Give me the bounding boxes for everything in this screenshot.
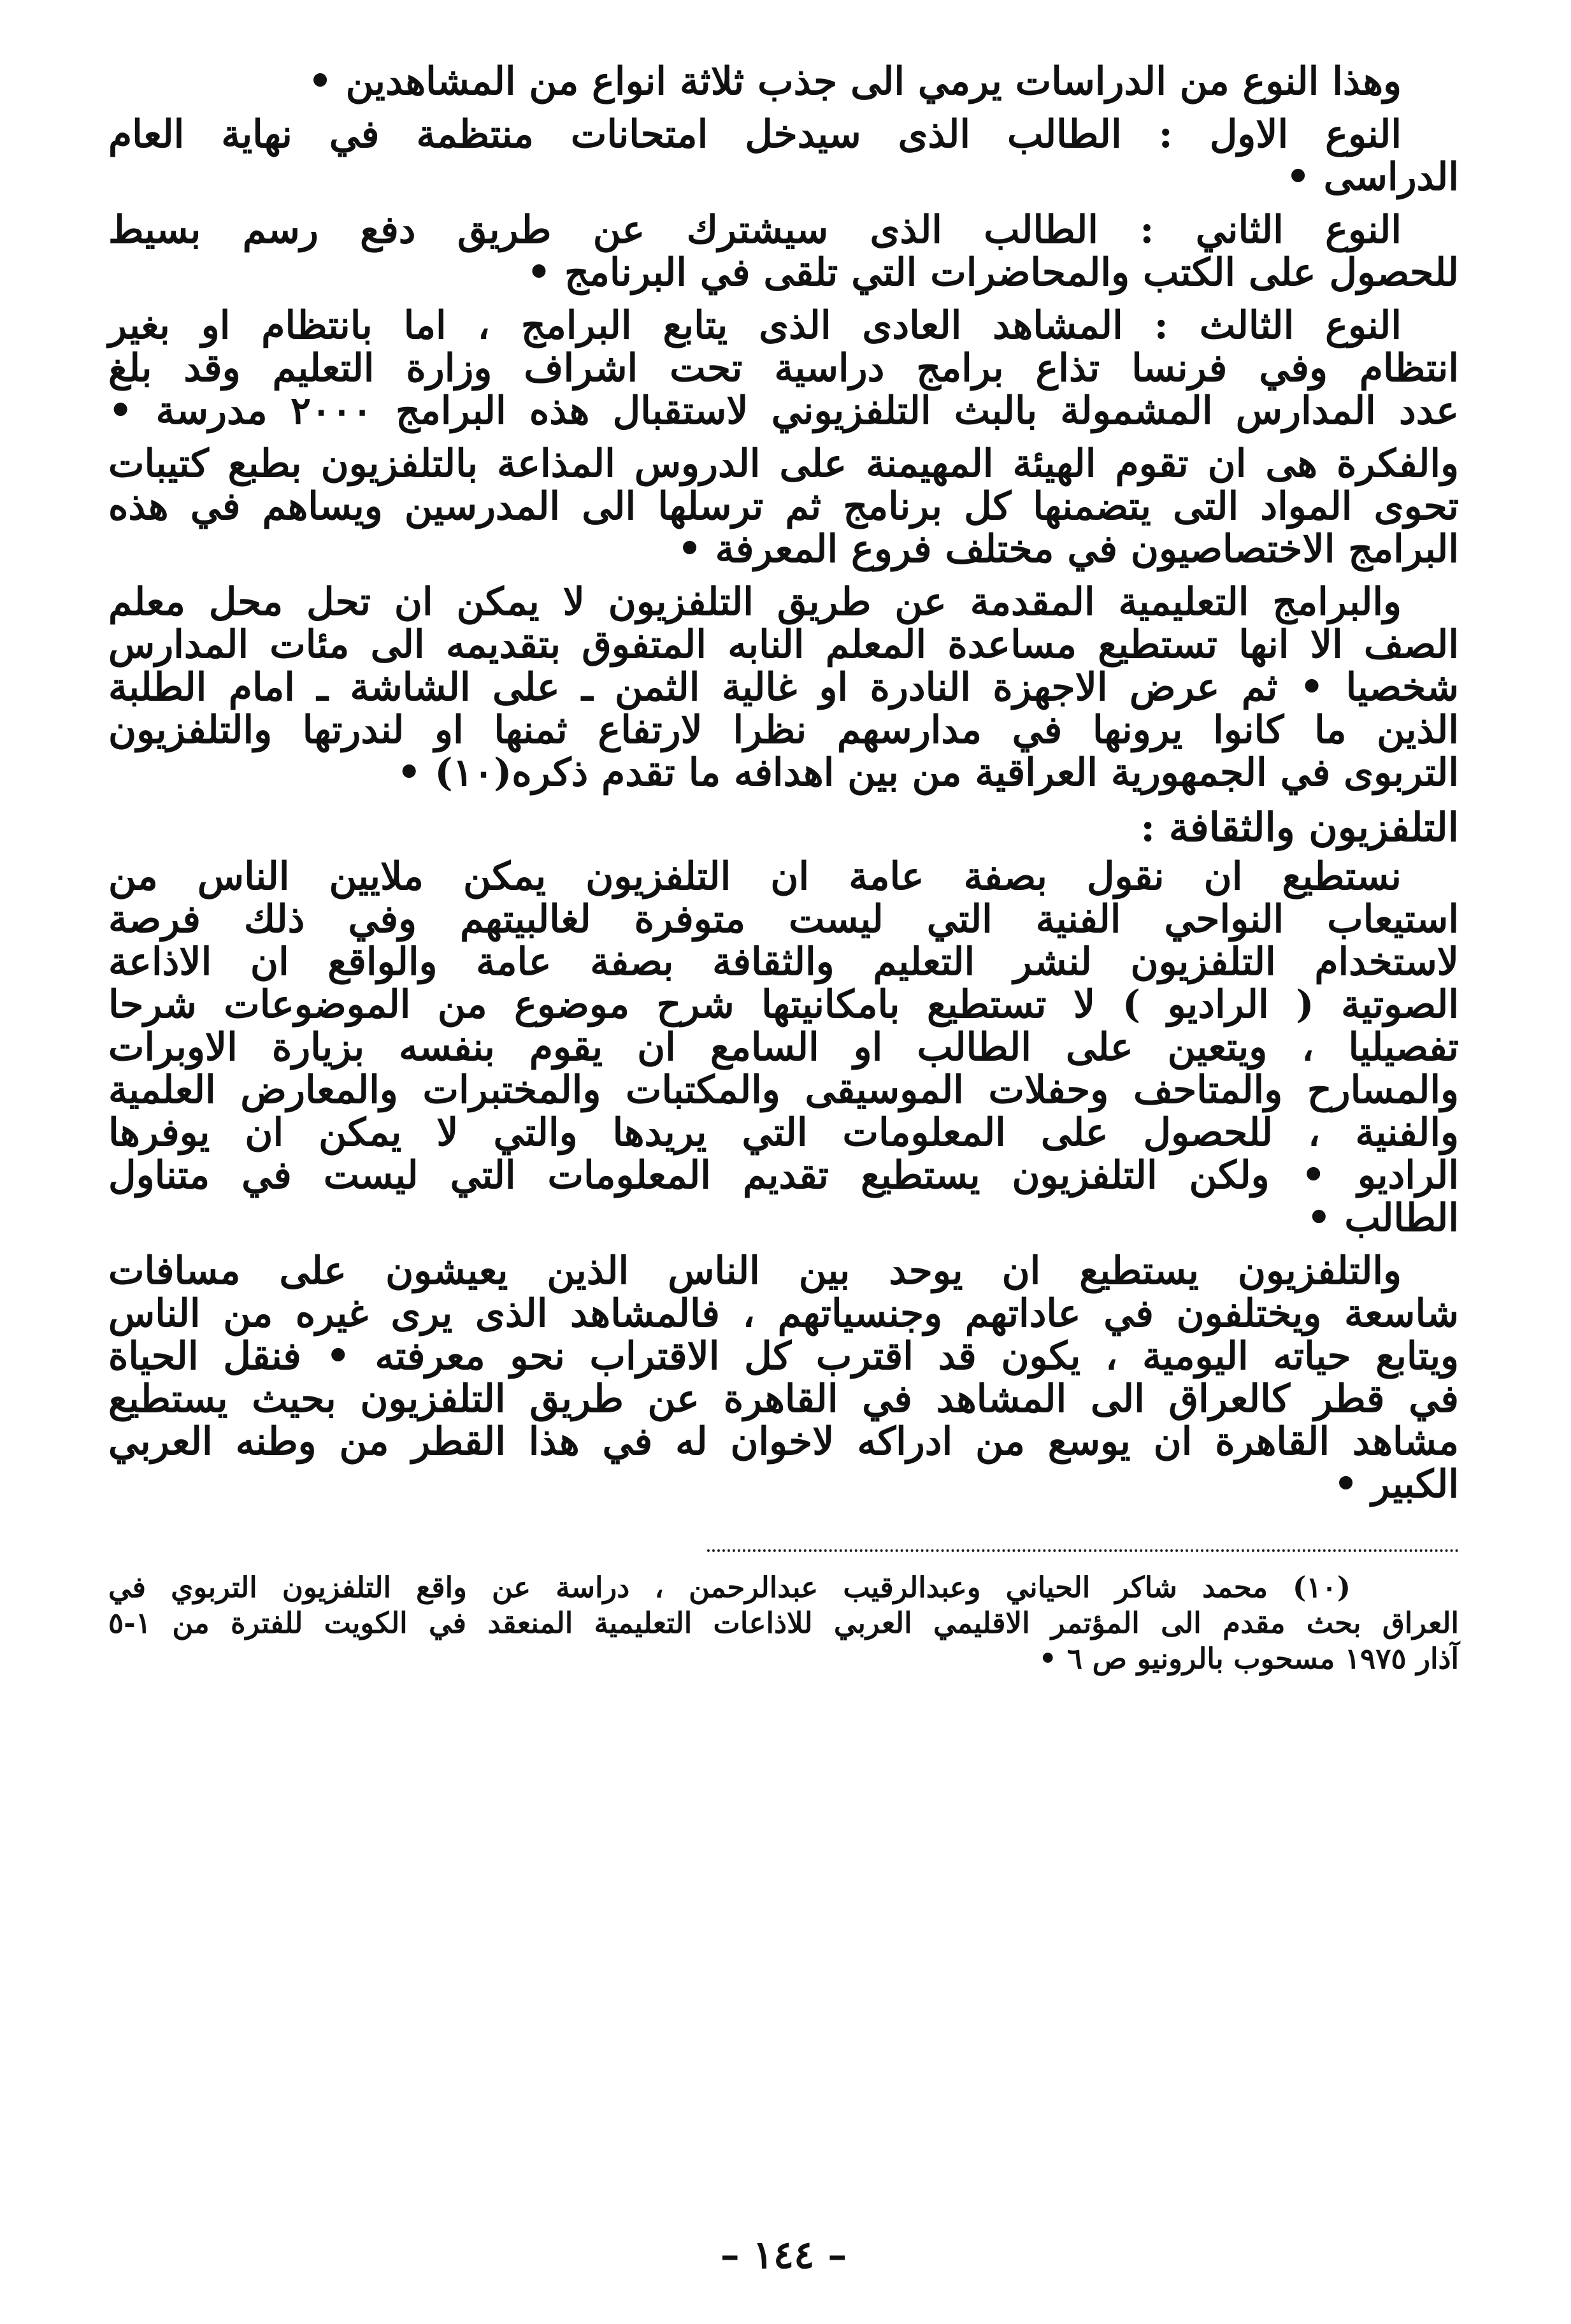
text-line: عدد المدارس المشمولة بالبث التلفزيوني لاستقبال هذه البرامج ٢٠٠٠ مدرسة •	[108, 389, 1459, 433]
section-heading: التلفزيون والثقافة :	[1140, 804, 1459, 850]
text-line: النوع الاول : الطالب الذى سيدخل امتحانات منتظمة في نهاية العام	[108, 112, 1402, 157]
text-line: تحوى المواد التى يتضمنها كل برنامج ثم ترسلها الى المدرسين ويساهم في هذه	[108, 484, 1459, 529]
text-line: والفنية ، للحصول على المعلومات التي يريدها والتي لا يمكن ان يوفرها	[108, 1110, 1459, 1155]
text-line: ويتابع حياته اليومية ، يكون قد اقترب كل الاقتراب نحو معرفته • فنقل الحياة	[108, 1334, 1459, 1379]
page-number: – ١٤٤ –	[720, 2233, 847, 2277]
text-line: الدراسى •	[1286, 155, 1459, 199]
paragraph-type-one	[108, 113, 1459, 199]
text-line: شاسعة ويختلفون في عاداتهم وجنسياتهم ، فالمشاهد الذى يرى غيره من الناس	[108, 1291, 1459, 1336]
paragraph-booklets	[108, 443, 1459, 571]
text-line: انتظام وفي فرنسا تذاع برامج دراسية تحت اشراف وزارة التعليم وقد بلغ	[108, 346, 1459, 391]
text-line: في قطر كالعراق الى المشاهد في القاهرة عن طريق التلفزيون بحيث يستطيع	[108, 1377, 1459, 1421]
paragraph-intro	[108, 61, 1459, 103]
text-line: الراديو • ولكن التلفزيون يستطيع تقديم المعلومات التي ليست في متناول	[108, 1153, 1459, 1198]
paragraph-type-three	[108, 305, 1459, 433]
text-line: استيعاب النواحي الفنية التي ليست متوفرة لغالبيتهم وفي ذلك فرصة	[108, 897, 1459, 942]
text-line: والبرامج التعليمية المقدمة عن طريق التلفزيون لا يمكن ان تحل محل معلم	[108, 580, 1402, 624]
text-line: التربوى في الجمهورية العراقية من بين اهدافه ما تقدم ذكره(١٠) •	[396, 750, 1459, 795]
text-line: تفصيليا ، ويتعين على الطالب او السامع ان يقوم بنفسه بزيارة الاوبرات	[108, 1025, 1459, 1070]
text-line: البرامج الاختصاصيون في مختلف فروع المعرفة •	[677, 527, 1459, 571]
text-line: والمسارح والمتاحف وحفلات الموسيقى والمكتبات والمختبرات والمعارض العلمية	[108, 1068, 1459, 1112]
text-line: مشاهد القاهرة ان يوسع من ادراكه لاخوان له في هذا القطر من وطنه العربي	[108, 1419, 1459, 1464]
text-line: الصف الا انها تستطيع مساعدة المعلم النابه المتفوق بتقديمه الى مئات المدارس	[108, 622, 1459, 667]
text-line: نستطيع ان نقول بصفة عامة ان التلفزيون يمكن ملايين الناس من	[108, 854, 1402, 899]
paragraph-tv-unites	[108, 1250, 1459, 1506]
text-line: النوع الثالث : المشاهد العادى الذى يتابع البرامج ، اما بانتظام او بغير	[108, 303, 1402, 348]
book-page	[108, 61, 1459, 2277]
text-line: للحصول على الكتب والمحاضرات التي تلقى في البرنامج •	[526, 250, 1459, 295]
footnote-line: العراق بحث مقدم الى المؤتمر الاقليمي العربي للاذاعات التعليمية المنعقد في الكويت للفترة من ١-٥	[108, 1606, 1459, 1640]
text-line: والتلفزيون يستطيع ان يوحد بين الناس الذين يعيشون على مسافات	[108, 1249, 1402, 1293]
footnote	[108, 1570, 1459, 1677]
text-line: لاستخدام التلفزيون لنشر التعليم والثقافة بصفة عامة والواقع ان الاذاعة	[108, 940, 1459, 984]
text-line: والفكرة هى ان تقوم الهيئة المهيمنة على الدروس المذاعة بالتلفزيون بطبع كتيبات	[108, 441, 1459, 486]
footnote-line: آذار ١٩٧٥ مسحوب بالرونيو ص ٦ •	[1038, 1642, 1459, 1675]
footnote-line: (١٠) محمد شاكر الحياني وعبدالرقيب عبدالرحمن ، دراسة عن واقع التلفزيون التربوي في	[108, 1570, 1351, 1604]
text-line: الكبير •	[1333, 1462, 1459, 1507]
text-line: الطالب •	[1307, 1196, 1459, 1240]
text-line: وهذا النوع من الدراسات يرمي الى جذب ثلاثة انواع من المشاهدين •	[308, 59, 1402, 104]
text-line: الذين ما كانوا يرونها في مدارسهم نظرا لارتفاع ثمنها او لندرتها والتلفزيون	[108, 708, 1459, 752]
text-line: الصوتية ( الراديو ) لا تستطيع بامكانيتها شرح موضوع من الموضوعات شرحا	[108, 982, 1459, 1027]
paragraph-tv-culture	[108, 856, 1459, 1240]
footnote-separator	[707, 1549, 1459, 1552]
text-line: شخصيا • ثم عرض الاجهزة النادرة او غالية الثمن ـ على الشاشة ـ امام الطلبة	[108, 665, 1459, 710]
text-line: النوع الثاني : الطالب الذى سيشترك عن طريق دفع رسم بسيط	[108, 208, 1402, 252]
paragraph-type-two	[108, 209, 1459, 294]
paragraph-educational-programs	[108, 581, 1459, 794]
